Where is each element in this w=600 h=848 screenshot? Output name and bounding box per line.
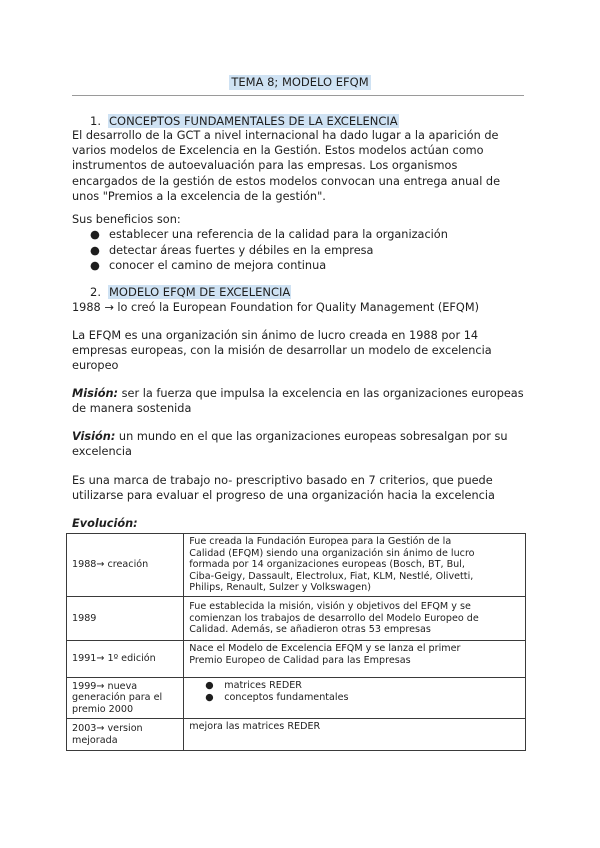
paragraph-line (72, 429, 532, 444)
section-1-title: CONCEPTOS FUNDAMENTALES DE LA EXCELENCIA (109, 114, 398, 128)
paragraph-line: varios modelos de Excelencia en la Gestión. Estos modelos actúan como (72, 144, 484, 158)
cell-line: generación para el (72, 692, 163, 704)
year-cell (67, 641, 184, 678)
mision-text: ser la fuerza que impulsa la excelencia en las organizaciones europeas (118, 387, 524, 400)
cell-line: Nace el Modelo de Excelencia EFQM y se lanza el primer (189, 643, 461, 654)
bullet-icon: ● (205, 680, 214, 691)
paragraph-line: empresas europeas, con la misión de desarrollar un modelo de excelencia (72, 344, 492, 358)
section-1-paragraph (72, 128, 532, 204)
benefits-intro: Sus beneficios son: (72, 213, 181, 226)
cell-line: Calidad (EFQM) siendo una organización sin ánimo de lucro (189, 547, 475, 559)
list-item (189, 680, 520, 692)
paragraph-line: utilizarse para evaluar el progreso de una organización hacia la excelencia (72, 489, 495, 503)
paragraph-line (72, 386, 532, 401)
table-row (67, 534, 526, 597)
cell-line: Fue establecida la misión, visión y objetivos del EFQM y se (189, 601, 471, 613)
bullet-icon: ● (90, 243, 100, 257)
list-item-text: matrices REDER (224, 680, 302, 691)
section-1-number: 1. (90, 114, 101, 128)
cell-line: Philips, Renault, Sulzer y Volkswagen) (189, 582, 371, 594)
year-cell (67, 678, 184, 719)
efqm-paragraph (72, 328, 532, 374)
cell-line: Premio Europeo de Calidad para las Empresas (189, 654, 411, 666)
paragraph-line: El desarrollo de la GCT a nivel internacional ha dado lugar a la aparición de (72, 129, 499, 142)
paragraph-line: instrumentos de autoevaluación para las empresas. Los organismos (72, 159, 458, 173)
paragraph-line: encargados de la gestión de estos modelos convocan una entrega anual de (72, 174, 501, 188)
cell-line: formada por 14 organizaciones europeas (Bosch, BT, Bul, (189, 559, 465, 571)
paragraph-line: Es una marca de trabajo no- prescriptivo basado en 7 criterios, que puede (72, 474, 493, 487)
paragraph-line: 1988 → lo creó la European Foundation for Quality Management (EFQM) (72, 301, 479, 314)
vision-label: Visión: (72, 430, 116, 443)
bullet-icon: ● (90, 259, 100, 272)
cell-line: Fue creada la Fundación Europea para la Gestión de la (189, 536, 452, 548)
cell-line: 1989 (72, 612, 97, 624)
list-item-text: conocer el camino de mejora continua (109, 259, 327, 272)
description-cell (184, 678, 526, 719)
paragraph-line: de manera sostenida (72, 402, 192, 416)
table-row (67, 719, 526, 751)
vision-paragraph (72, 429, 532, 459)
year-cell (67, 719, 184, 751)
document-title: TEMA 8; MODELO EFQM (231, 75, 369, 89)
table-row (67, 678, 526, 719)
section-1-heading (90, 114, 399, 129)
bullet-icon: ● (205, 691, 214, 703)
paragraph-line: europeo (72, 359, 119, 373)
cell-line: 2003→ version (72, 722, 143, 734)
evolution-label: Evolución: (72, 517, 138, 530)
description-cell (184, 641, 526, 678)
cell-line: mejora las matrices REDER (189, 721, 321, 732)
mision-paragraph (72, 386, 532, 416)
cell-line: 1991→ 1º edición (72, 653, 156, 665)
list-item-text: conceptos fundamentales (224, 691, 349, 703)
cell-line: mejorada (72, 734, 118, 746)
table-row (67, 641, 526, 678)
list-item-text: establecer una referencia de la calidad para la organización (109, 228, 448, 241)
vision-text: un mundo en el que las organizaciones europeas sobresalgan por su (115, 430, 508, 443)
cell-line: Calidad. Además, se añadieron otras 53 empresas (189, 624, 431, 636)
description-cell (184, 719, 526, 751)
year-cell (67, 597, 184, 641)
paragraph-line: excelencia (72, 445, 132, 459)
mision-label: Misión: (72, 387, 119, 400)
description-cell (184, 534, 526, 597)
list-item (90, 227, 448, 243)
cell-line: premio 2000 (72, 703, 134, 715)
paragraph-line: unos "Premios a la excelencia de la gestión". (72, 189, 326, 203)
list-item (90, 258, 448, 274)
title-divider (72, 95, 524, 96)
list-item (90, 243, 448, 259)
cell-line: Ciba-Geigy, Dassault, Electrolux, Fiat, KLM, Nestlé, Olivetti, (189, 570, 474, 582)
paragraph-line: La EFQM es una organización sin ánimo de lucro creada en 1988 por 14 (72, 329, 479, 342)
list-item (189, 692, 520, 704)
founding-line (72, 300, 532, 315)
cell-line: 1988→ creación (72, 559, 149, 571)
list-item-text: detectar áreas fuertes y débiles en la empresa (109, 243, 374, 257)
table-row (67, 597, 526, 641)
framework-paragraph (72, 473, 532, 503)
evolution-table (66, 533, 526, 751)
title-container (0, 71, 600, 90)
benefits-list (90, 227, 448, 274)
section-2-heading (90, 285, 291, 300)
section-2-number: 2. (90, 285, 101, 299)
description-cell (184, 597, 526, 641)
cell-line: comienzan los trabajos de desarrollo del Modelo Europeo de (189, 612, 479, 624)
cell-bullet-list (189, 680, 520, 703)
bullet-icon: ● (90, 228, 100, 241)
cell-line: 1999→ nueva (72, 680, 138, 692)
section-2-title: MODELO EFQM DE EXCELENCIA (109, 285, 291, 299)
year-cell (67, 534, 184, 597)
